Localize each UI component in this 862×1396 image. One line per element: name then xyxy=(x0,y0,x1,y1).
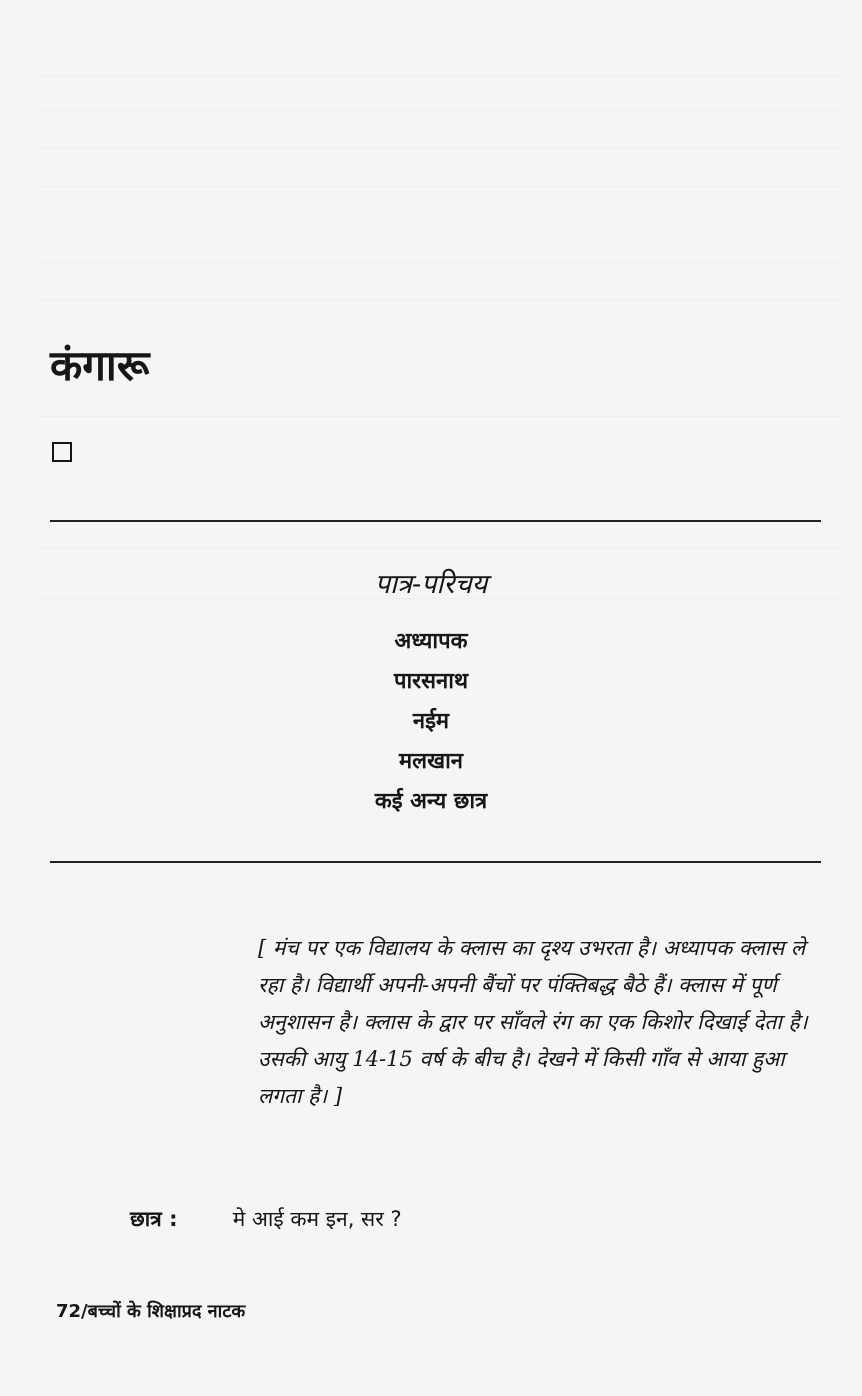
square-bullet-icon xyxy=(52,442,72,462)
stage-direction: [ मंच पर एक विद्यालय के क्लास का दृश्य उभरता है। अध्यापक क्लास ले रहा है। विद्यार्थी अपनी-अपनी बैंचों पर पंक्तिबद्ध बैठे हैं। क्लास में पूर्ण अनुशासन है। क्लास के द्वार पर साँवले रंग का एक किशोर दिखाई देता है। उसकी आयु 14-15 वर्ष के बीच है। देखने में किसी गाँव से आया हुआ लगता है। ] xyxy=(258,936,808,1108)
show-through-line xyxy=(40,186,842,187)
show-through-line xyxy=(40,262,842,263)
speaker-label: छात्र : xyxy=(130,1207,178,1231)
cast-member: पारसनाथ xyxy=(393,669,469,694)
play-title: कंगारू xyxy=(50,341,150,390)
cast-list xyxy=(0,622,862,822)
show-through-line xyxy=(40,148,842,149)
cast-member: अध्यापक xyxy=(394,629,468,654)
dialogue-line xyxy=(130,1202,402,1236)
show-through-line xyxy=(40,548,842,549)
divider-top xyxy=(50,520,821,522)
show-through-line xyxy=(40,110,842,111)
cast-member: नईम xyxy=(412,709,450,734)
cast-member: कई अन्य छात्र xyxy=(374,789,488,814)
cast-member: मलखान xyxy=(399,749,463,774)
show-through-line xyxy=(40,300,842,301)
page-footer: 72/बच्चों के शिक्षाप्रद नाटक xyxy=(56,1301,246,1322)
divider-bottom xyxy=(50,861,821,863)
dialogue-text: मे आई कम इन, सर ? xyxy=(232,1207,402,1231)
cast-heading: पात्र-परिचय xyxy=(374,569,488,600)
show-through-line xyxy=(40,416,842,417)
show-through-line xyxy=(40,75,842,76)
